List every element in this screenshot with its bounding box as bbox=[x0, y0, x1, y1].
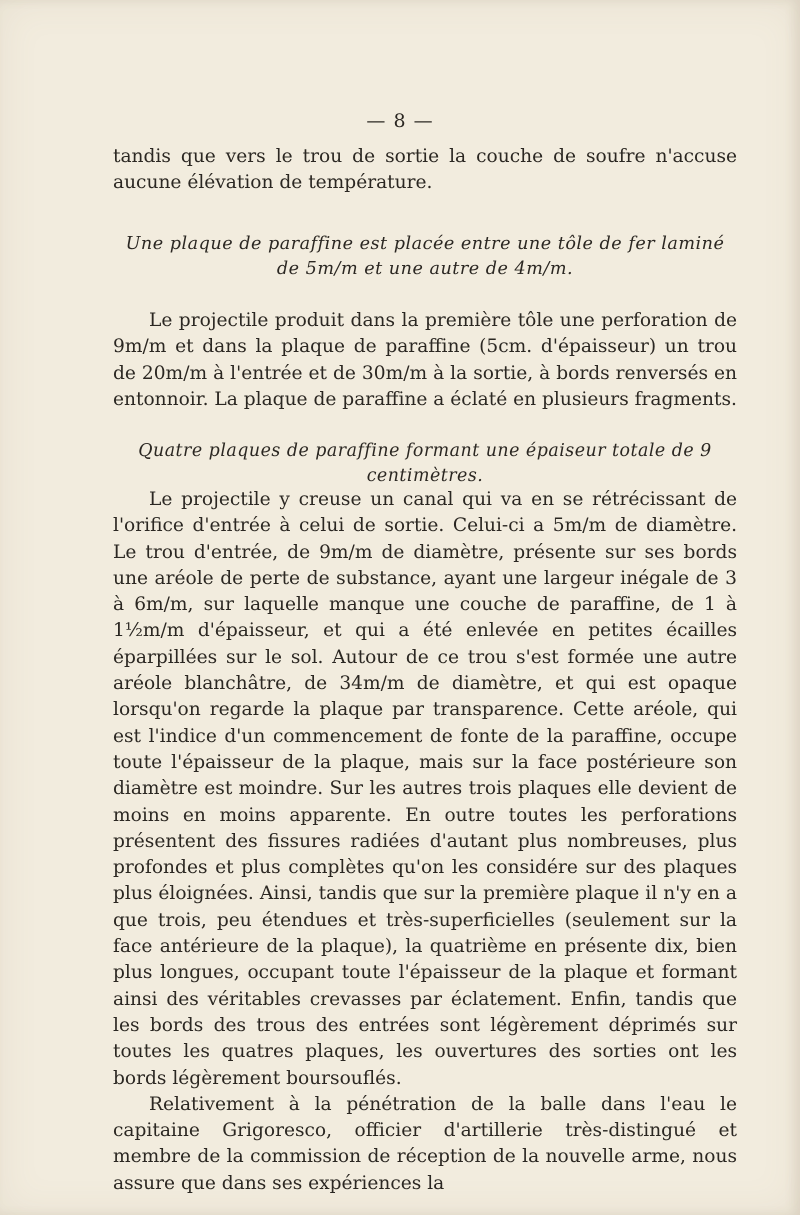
paragraph-intro bbox=[113, 144, 737, 197]
paragraph-one-plate-text: Le projectile produit dans la première tôle une perforation de 9m/m et dans la plaque de paraffine (5cm. d'épaisseur) un trou de 20m/m à l'entrée et de 30m/m à la sortie, à bords renversés en entonnoir. La plaque de paraffine a éclaté en plusieurs fragments. bbox=[113, 310, 737, 410]
paragraph-intro-text: tandis que vers le trou de sortie la couche de soufre n'accuse aucune élévation de température. bbox=[113, 146, 737, 194]
section-heading-four-plates: Quatre plaques de paraffine formant une épaiseur totale de 9 centimètres. bbox=[138, 441, 712, 486]
paragraph-four-plates-text: Le projectile y creuse un canal qui va en se rétrécissant de l'orifice d'entrée à celui de sortie. Celui-ci a 5m/m de diamètre. Le trou d'entrée, de 9m/m de diamètre, présente sur ses bords une aréole de perte de substance, ayant une largeur inégale de 3 à 6m/m, sur laquelle manque une couche de paraffine, de 1 à 1½m/m d'épaisseur, et qui a été enlevée en petites écailles éparpillées sur le sol. Autour de ce trou s'est formée une autre aréole blanchâtre, de 34m/m de diamètre, et qui est opaque lorsqu'on regarde la plaque par transparence. Cette aréole, qui est l'indice d'un commencement de fonte de la paraffine, occupe toute l'épaisseur de la plaque, mais sur la face postérieure son diamètre est moindre. Sur les autres trois plaques elle devient de moins en moins apparente. En outre toutes les perforations présentent des fissures radiées d'autant plus nombreuses, plus profondes et plus complètes qu'on les considére sur des plaques plus éloignées. Ainsi, tandis que sur la première plaque il n'y en a que trois, peu étendues et très-superficielles (seulement sur la face antérieure de la plaque), la quatrième en présente dix, bien plus longues, occupant toute l'épaisseur de la plaque et formant ainsi des véritables crevasses par éclatement. Enfin, tandis que les bords des trous des entrées sont légèrement déprimés sur toutes les quatres plaques, les ouvertures des sorties ont les bords légèrement boursouflés. bbox=[113, 489, 737, 1089]
page-number: — 8 — bbox=[366, 110, 434, 132]
paragraph-water-text: Relativement à la pénétration de la balle dans l'eau le capitaine Grigoresco, officier d'artillerie très-distingué et membre de la commission de réception de la nouvelle arme, nous assure que dans ses expériences la bbox=[113, 1093, 737, 1194]
section-heading-one-plate: Une plaque de paraffine est placée entre une tôle de fer laminé de 5m/m et une autre de 4m/m. bbox=[125, 234, 725, 279]
paragraph-one-plate bbox=[113, 308, 737, 413]
paragraph-four-plates bbox=[113, 487, 737, 1197]
